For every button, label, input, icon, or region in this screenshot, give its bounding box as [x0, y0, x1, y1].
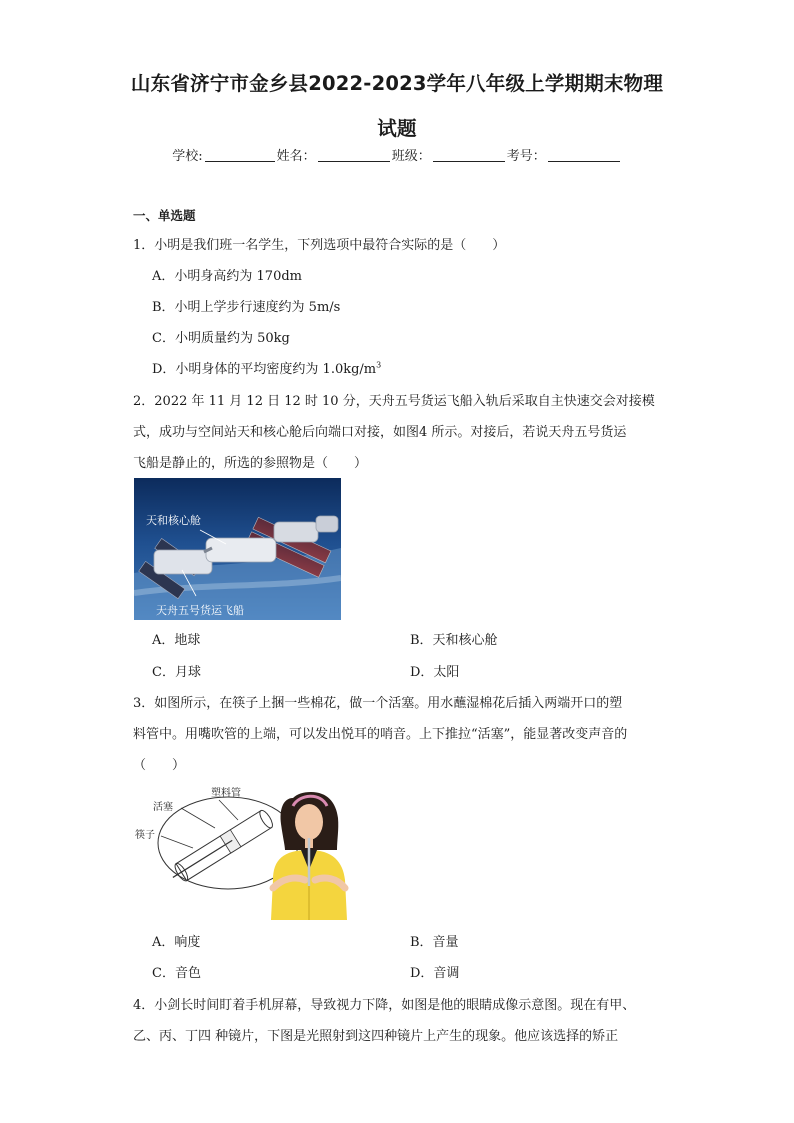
school-label: 学校:	[172, 149, 203, 164]
q2-stem-line2: 式，成功与空间站天和核心舱后向端口对接，如图4 所示。对接后，若说天舟五号货运	[133, 425, 627, 440]
label-piston: 活塞	[153, 802, 173, 813]
exam-title-line1: 山东省济宁市金乡县2022-2023学年八年级上学期期末物理	[130, 72, 664, 95]
q4-stem-line1: 4．小剑长时间盯着手机屏幕，导致视力下降，如图是他的眼睛成像示意图。现在有甲、	[133, 998, 636, 1013]
q2-option-d: D．太阳	[410, 665, 460, 680]
plastic-tube	[168, 809, 275, 886]
whistle-figure	[133, 780, 363, 920]
q1-option-d	[152, 358, 381, 377]
q3-option-d: D．音调	[410, 966, 460, 981]
q3-option-a: A．响度	[152, 935, 201, 950]
exam-no-blank[interactable]	[548, 149, 620, 162]
q3-option-c: C．音色	[152, 966, 201, 981]
cargo-module	[154, 550, 212, 574]
school-blank[interactable]	[205, 149, 275, 162]
girl-blowing-whistle	[271, 792, 347, 920]
q2-option-c: C．月球	[152, 665, 201, 680]
class-blank[interactable]	[433, 149, 505, 162]
label-chopstick: 筷子	[135, 830, 155, 841]
q3-stem-line1: 3．如图所示，在筷子上捆一些棉花，做一个活塞。用水蘸湿棉花后插入两端开口的塑	[133, 696, 623, 711]
q1-option-c: C．小明质量约为 50kg	[152, 331, 290, 346]
name-blank[interactable]	[318, 149, 390, 162]
q1-option-d-text: D．小明身体的平均密度约为 1.0kg/m	[152, 362, 377, 377]
q3-stem-line2: 料管中。用嘴吹管的上端，可以发出悦耳的哨音。上下推拉“活塞”，能显著改变声音的	[133, 727, 628, 742]
section-title: 一、单选题	[133, 208, 196, 223]
q2-option-a: A．地球	[152, 633, 201, 648]
q4-stem-line2: 乙、丙、丁四 种镜片，下图是光照射到这四种镜片上产生的现象。他应该选择的矫正	[133, 1029, 619, 1044]
q3-stem-line3: （ ）	[133, 758, 186, 773]
q1-option-d-sup: 3	[376, 360, 382, 370]
name-label: 姓名：	[276, 149, 316, 164]
class-label: 班级：	[391, 149, 431, 164]
label-core-module: 天和核心舱	[146, 514, 201, 527]
q1-option-b: B．小明上学步行速度约为 5m/s	[152, 300, 341, 315]
q2-option-b: B．天和核心舱	[410, 633, 498, 648]
q1-option-a: A．小明身高约为 170dm	[152, 269, 302, 284]
core-module	[206, 538, 276, 562]
space-station-figure	[134, 478, 341, 620]
label-cargo-ship: 天舟五号货运飞船	[156, 604, 244, 617]
q2-stem-line1: 2．2022 年 11 月 12 日 12 时 10 分，天舟五号货运飞船入轨后采取自主快速交会对接模	[133, 394, 655, 409]
q2-stem-line3: 飞船是静止的，所选的参照物是（ ）	[133, 456, 368, 471]
exam-title-line2: 试题	[377, 117, 417, 140]
exam-no-label: 考号：	[506, 149, 546, 164]
student-info-row	[0, 145, 794, 164]
q1-stem: 1．小明是我们班一名学生，下列选项中最符合实际的是（ ）	[133, 238, 506, 253]
label-plastic-tube: 塑料管	[211, 788, 241, 799]
q3-option-b: B．音量	[410, 935, 459, 950]
